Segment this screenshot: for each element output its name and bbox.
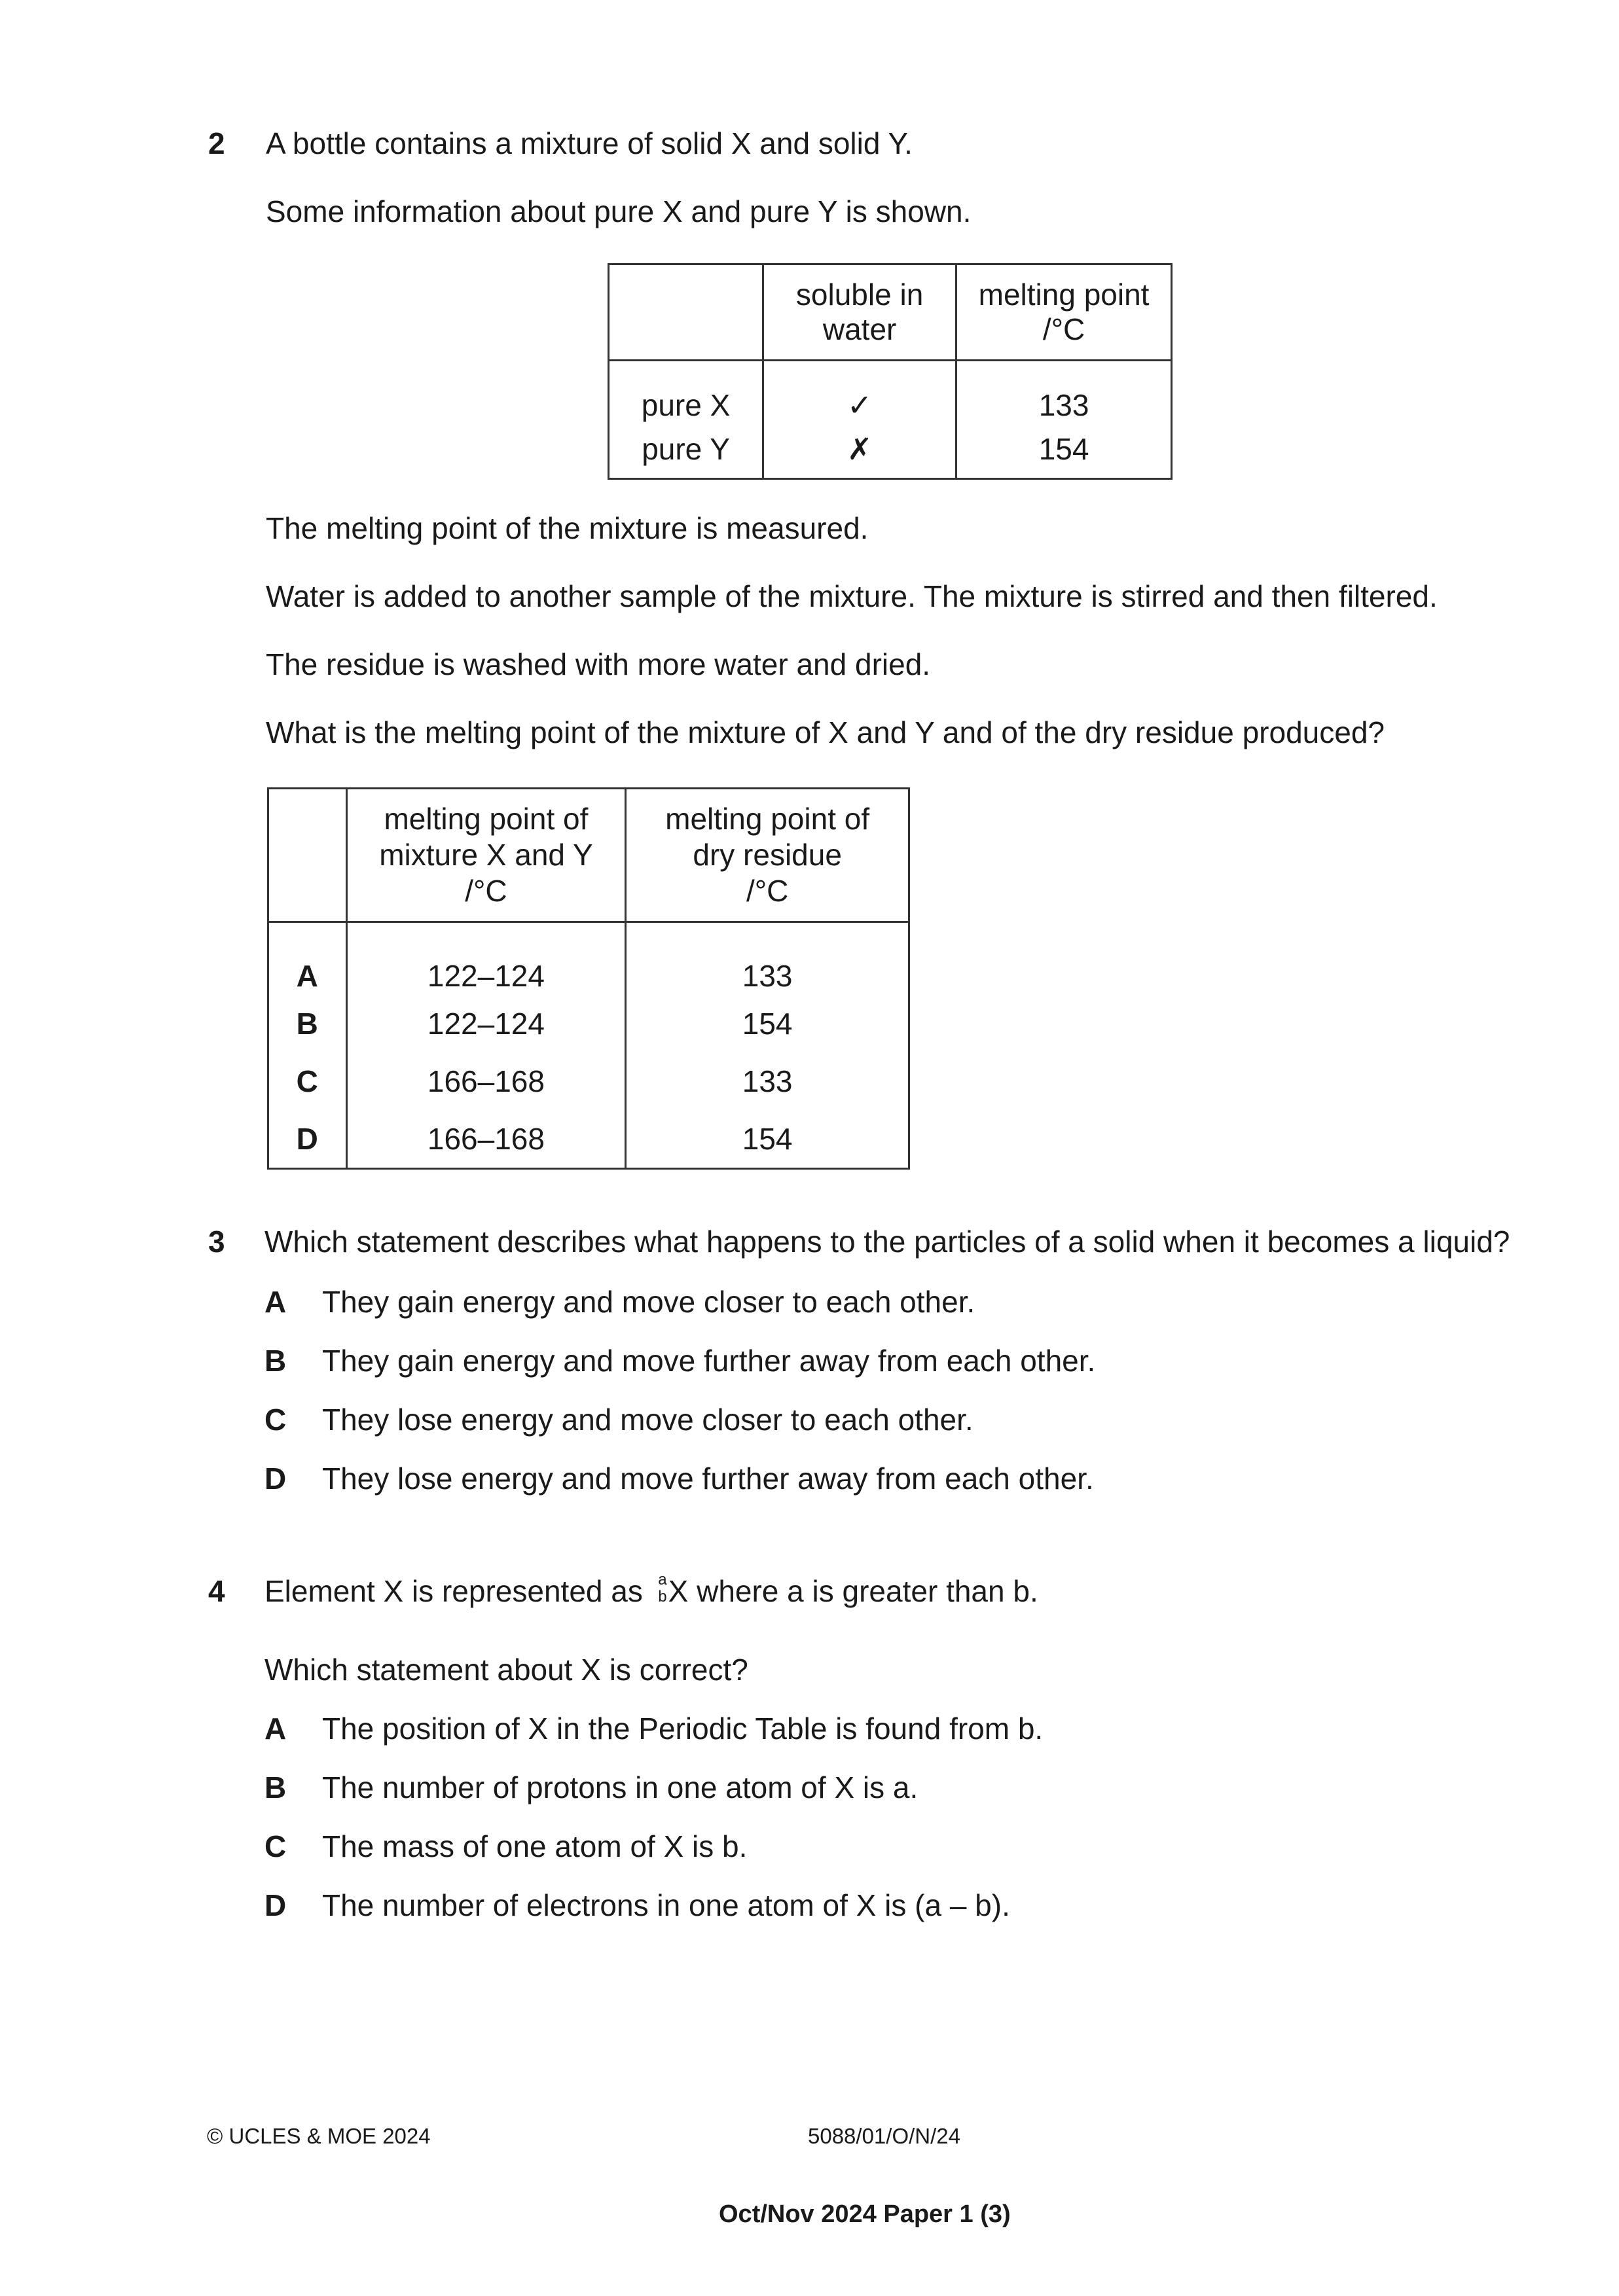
question-number: 3 [208,1225,225,1259]
question-text: Which statement about X is correct? [264,1653,748,1687]
mass-number: a [658,1571,667,1588]
source-label: Oct/Nov 2024 Paper 1 (3) [719,2200,1011,2228]
option-letter: A [268,922,347,996]
question-text: Which statement describes what happens to the particles of a solid when it becomes a liquid? [264,1225,1510,1259]
option-letter: D [268,1110,347,1169]
header-line: melting point [978,278,1150,312]
table-header-cell [268,789,347,922]
melting-point-value: 154 [956,420,1172,479]
question-text: Water is added to another sample of the mixture. The mixture is stirred and then filtered. [266,579,1438,613]
row-label: pure Y [609,420,763,479]
residue-mp: 133 [626,1052,909,1110]
option-letter: A [264,1285,287,1319]
option-letter: B [264,1344,287,1378]
table-header-cell [346,789,626,922]
atomic-number: b [658,1588,667,1605]
option-letter: D [264,1462,287,1496]
table-header-cell [609,264,763,361]
cross-icon: ✗ [763,420,956,479]
option-letter: A [264,1712,287,1746]
question-text: The melting point of the mixture is measured. [266,511,869,545]
stem-before: Element X is represented as [264,1574,643,1608]
question-text [264,1571,1038,1608]
option-text: They lose energy and move closer to each other. [322,1403,973,1437]
melting-point-value: 133 [956,361,1172,421]
copyright: © UCLES & MOE 2024 [207,2124,431,2148]
question-text: The residue is washed with more water and dried. [266,647,931,681]
option-letter: B [268,995,347,1052]
question-text: Some information about pure X and pure Y is shown. [266,194,972,228]
option-letter: B [264,1770,287,1804]
table-header-row [268,789,909,922]
option-letter: C [268,1052,347,1110]
option-letter: C [264,1829,287,1863]
table-row [268,1110,909,1169]
table-row [268,1052,909,1110]
table-row [609,420,1172,479]
table-row [268,922,909,996]
option-text: The number of electrons in one atom of X is (a – b). [322,1888,1010,1922]
option-text: They gain energy and move closer to each other. [322,1285,975,1319]
option-letter: C [264,1403,287,1437]
check-icon: ✓ [763,361,956,421]
residue-mp: 154 [626,995,909,1052]
question-number: 4 [208,1574,225,1608]
option-text: The number of protons in one atom of X is a. [322,1770,919,1804]
header-line: melting point of [665,801,870,836]
header-line: mixture X and Y [379,837,593,872]
question-text: What is the melting point of the mixture of X and Y and of the dry residue produced? [266,715,1385,749]
header-line: /°C [1042,312,1085,346]
option-text: The mass of one atom of X is b. [322,1829,748,1863]
paper-code: 5088/01/O/N/24 [808,2124,960,2148]
question-number: 2 [208,126,225,160]
table-header-cell [626,789,909,922]
table-header-cell [763,264,956,361]
row-label: pure X [609,361,763,421]
header-line: dry residue [693,837,842,872]
mixture-mp: 122–124 [346,922,626,996]
header-line: melting point of [384,801,589,836]
residue-mp: 133 [626,922,909,996]
residue-mp: 154 [626,1110,909,1169]
answer-table [267,787,910,1170]
question-text: A bottle contains a mixture of solid X and solid Y. [266,126,913,160]
header-line: /°C [465,874,507,908]
mixture-mp: 166–168 [346,1052,626,1110]
header-line: soluble in [795,278,924,312]
option-text: The position of X in the Periodic Table is found from b. [322,1712,1044,1746]
stem-after: X where a is greater than b. [668,1574,1038,1608]
properties-table [608,263,1173,480]
option-text: They lose energy and move further away from each other. [322,1462,1094,1496]
isotope-notation [651,1571,668,1606]
option-letter: D [264,1888,287,1922]
option-text: They gain energy and move further away from each other. [322,1344,1096,1378]
table-header-cell [956,264,1172,361]
table-header-row [609,264,1172,361]
table-row [268,995,909,1052]
mixture-mp: 122–124 [346,995,626,1052]
header-line: /°C [746,874,789,908]
mixture-mp: 166–168 [346,1110,626,1169]
header-line: water [822,312,897,346]
table-row [609,361,1172,421]
